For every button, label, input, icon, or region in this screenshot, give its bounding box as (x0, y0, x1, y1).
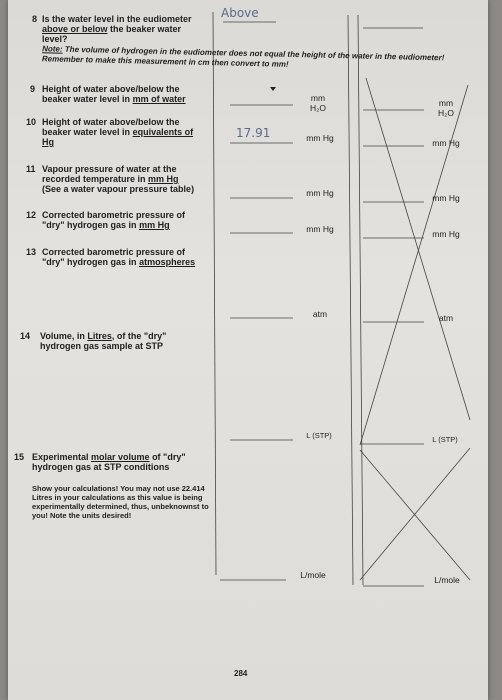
q8-handwritten-answer: Above (221, 6, 259, 20)
q14-text: Volume, in Litres, of the "dry" hydrogen gas sample at STP (40, 331, 167, 351)
q13-unit: atm (312, 309, 328, 319)
q9-number: 9 (30, 84, 36, 94)
q11-unit-right: mm Hg (432, 193, 460, 203)
q9-unit-right: mm H₂O (437, 98, 455, 118)
q11-number: 11 (26, 164, 36, 174)
q11-unit: mm Hg (306, 188, 334, 198)
q11-text: Vapour pressure of water at the recorded temperature in mm Hg (See a water vapour pressure table) (42, 164, 195, 194)
q12-number: 12 (26, 210, 37, 220)
page-number: 284 (234, 669, 248, 678)
q12-unit-right: mm Hg (432, 229, 460, 239)
q15-number: 15 (14, 452, 25, 462)
q13-text: Corrected barometric pressure of "dry" hydrogen gas in atmospheres (42, 247, 196, 267)
q8-number: 8 (32, 14, 38, 24)
q13-unit-right: atm (438, 313, 454, 323)
q8-text: Is the water level in the eudiometer above or below the beaker water level? (42, 14, 192, 44)
worksheet-page (8, 0, 488, 700)
q10-unit: mm Hg (306, 133, 334, 143)
q15-unit: L/mole (300, 570, 326, 580)
q14-unit-right: L (STP) (432, 435, 458, 444)
q12-unit: mm Hg (306, 224, 334, 234)
q10-number: 10 (26, 117, 37, 127)
q9-text: Height of water above/below the beaker water level in mm of water (42, 84, 186, 104)
q10-text: Height of water above/below the beaker water level in equivalents of Hg (42, 117, 194, 147)
q9-unit: mm H₂O (309, 93, 327, 113)
q10-unit-right: mm Hg (432, 138, 460, 148)
q15-instructions: Show your calculations! You may not use 22.414 Litres in your calculations as this value is being experimentally determined, thus, unbeknownst to you! Note the units desired! (32, 484, 209, 520)
q12-text: Corrected barometric pressure of "dry" hydrogen gas in mm Hg (42, 210, 186, 230)
q15-unit-right: L/mole (434, 575, 460, 585)
arrow-marker (270, 87, 276, 91)
q14-unit: L (STP) (306, 431, 332, 440)
note: Note: The volume of hydrogen in the eudiometer does not equal the height of the water in the eudiometer! Remember to make this measurement in cm then convert to mm! (41, 44, 445, 69)
q15-text: Experimental molar volume of "dry" hydrogen gas at STP conditions (32, 452, 186, 472)
q14-number: 14 (20, 331, 31, 341)
q10-handwritten-answer: 17.91 (236, 126, 271, 140)
q13-number: 13 (26, 247, 37, 257)
